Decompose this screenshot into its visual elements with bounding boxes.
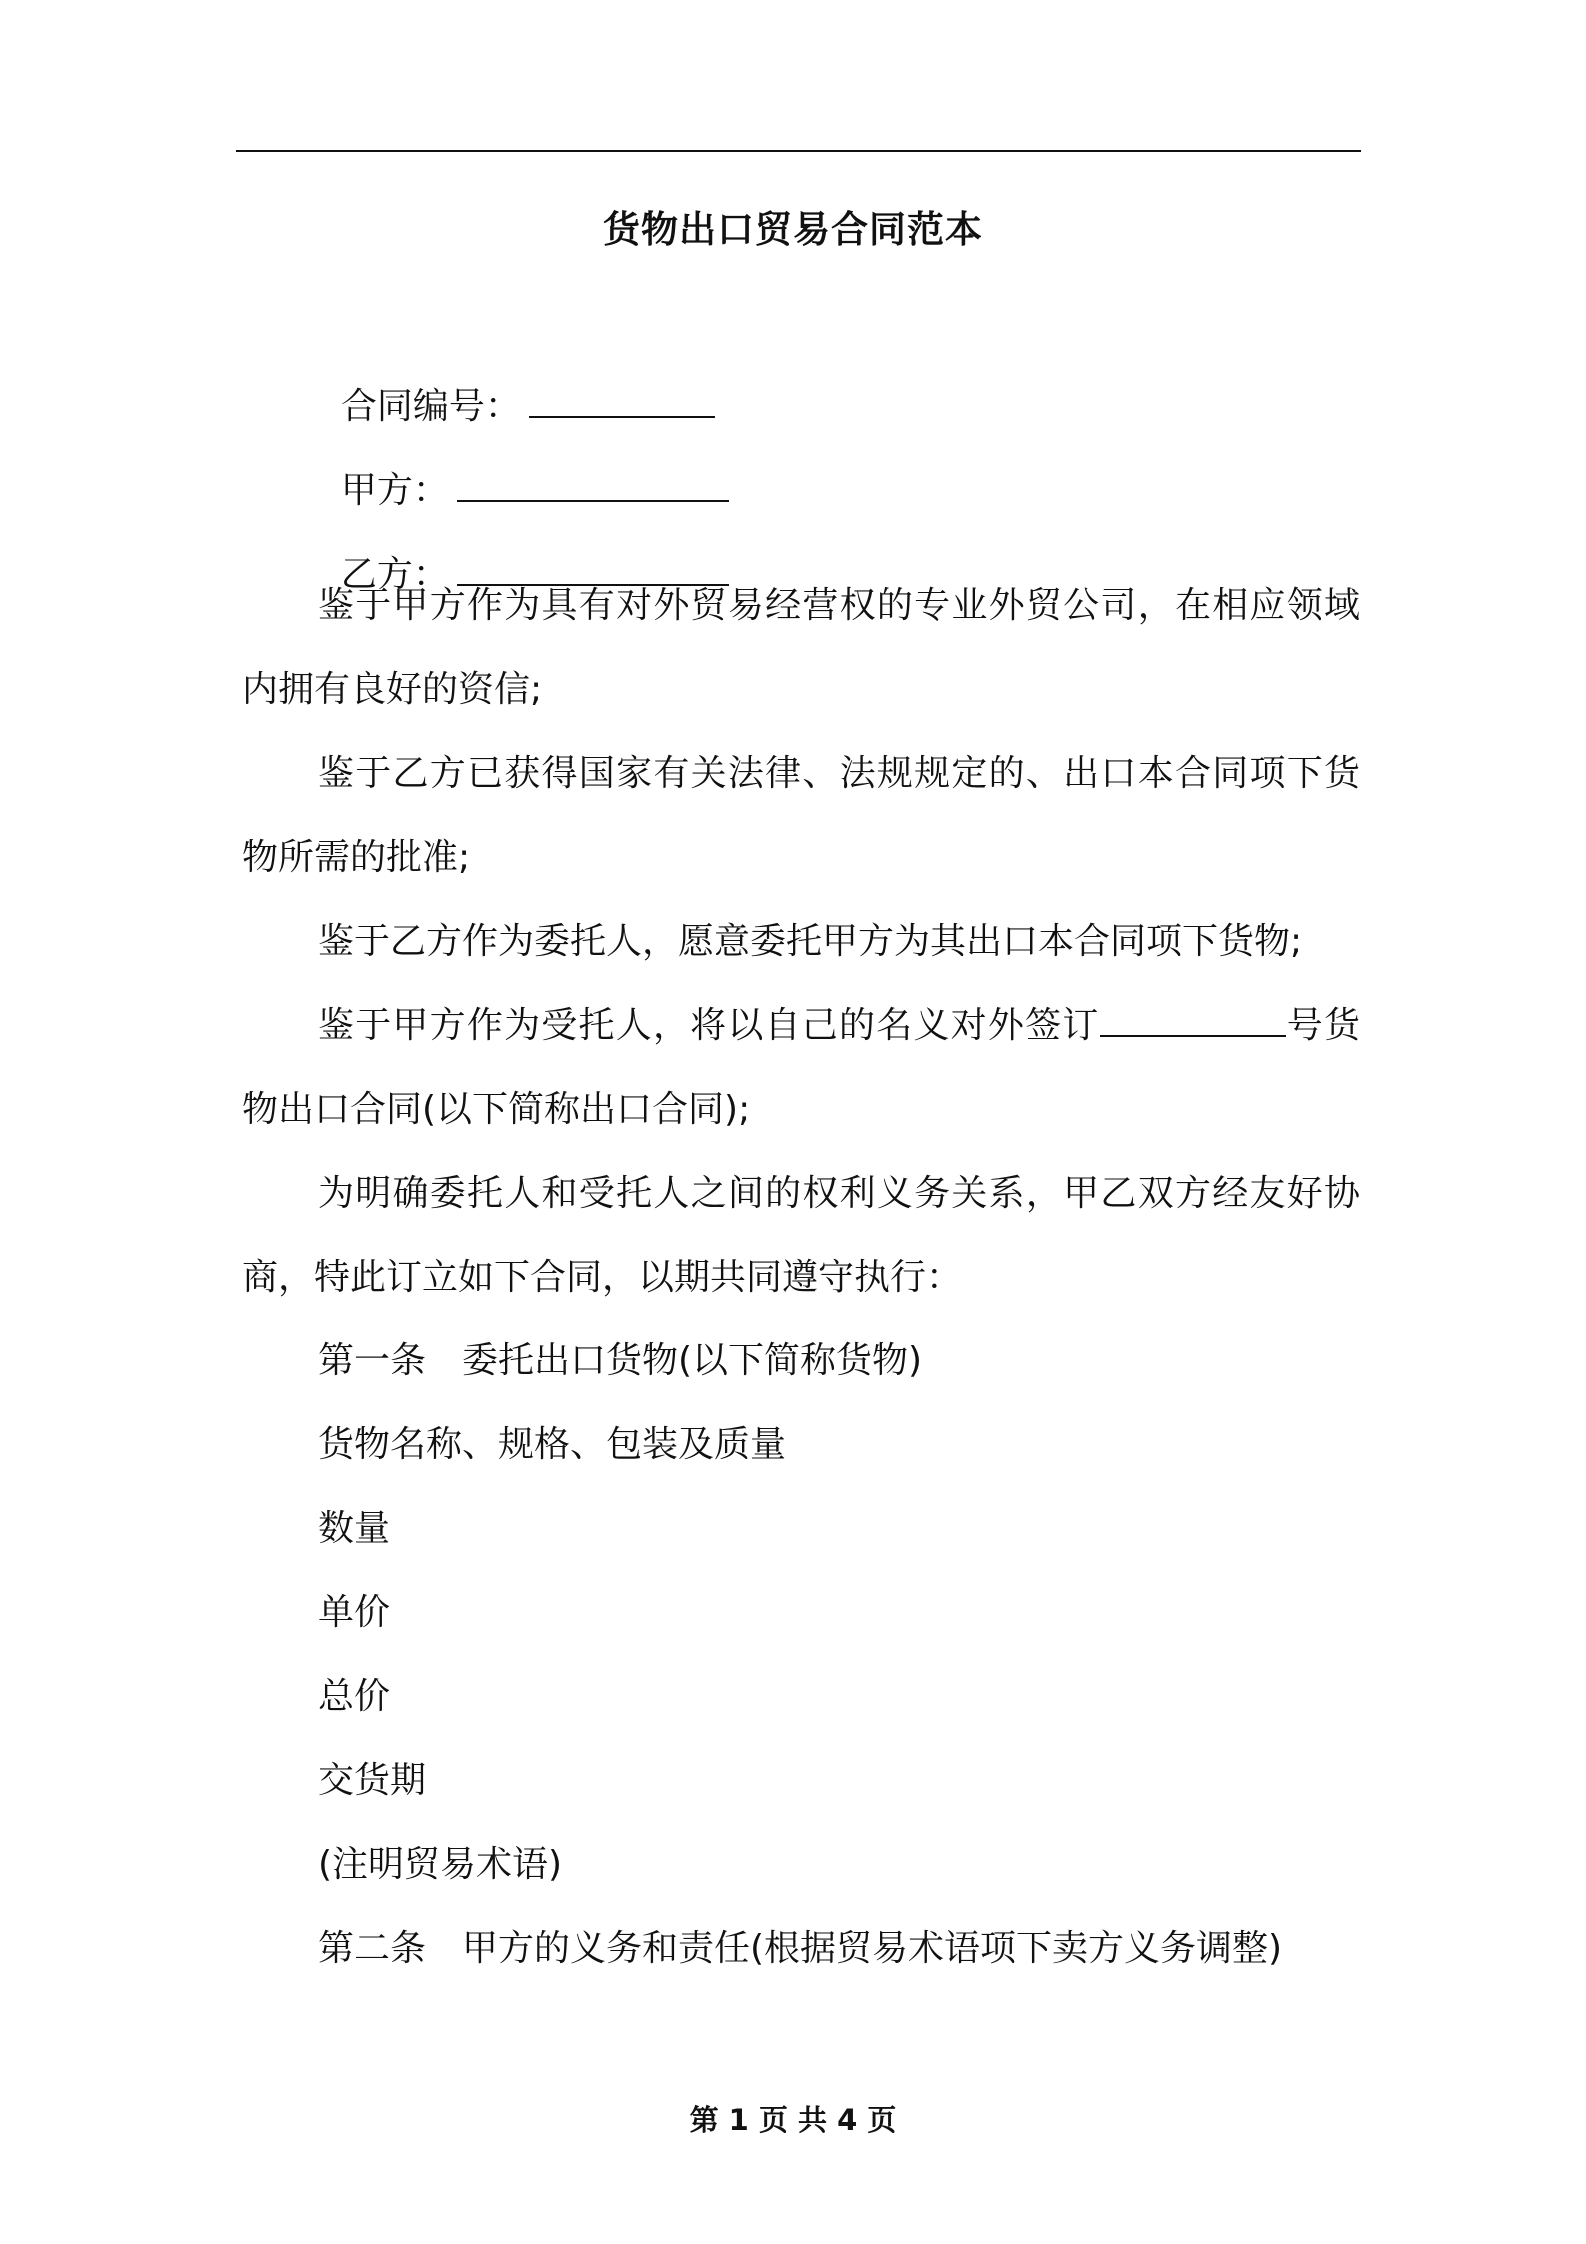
recital-paragraph-1: 鉴于甲方作为具有对外贸易经营权的专业外贸公司，在相应领域内拥有良好的资信; <box>242 585 1360 710</box>
recital-4-text-before: 鉴于甲方作为受托人，将以自己的名义对外签订 <box>318 1005 1100 1046</box>
article-1-item: 单价 <box>318 1592 391 1633</box>
article-1-item: 数量 <box>318 1508 391 1549</box>
article-1-item: 交货期 <box>318 1760 427 1801</box>
contract-number-blank[interactable] <box>529 380 715 418</box>
party-b-label: 乙方： <box>340 554 449 595</box>
export-contract-number-blank[interactable] <box>1100 999 1286 1037</box>
party-a-label: 甲方： <box>340 470 449 511</box>
purpose-paragraph: 为明确委托人和受托人之间的权利义务关系，甲乙双方经友好协商，特此订立如下合同，以期共同遵守执行： <box>242 1173 1360 1298</box>
recital-4-text-after: 号货物出口合同(以下简称出口合同); <box>242 1005 1360 1130</box>
party-a-blank[interactable] <box>457 464 729 502</box>
recital-paragraph-4 <box>242 984 1360 1152</box>
article-1-item: 总价 <box>318 1676 391 1717</box>
header-rule <box>236 150 1361 152</box>
recital-paragraph-3: 鉴于乙方作为委托人，愿意委托甲方为其出口本合同项下货物; <box>318 921 1303 962</box>
article-1-item: (注明贸易术语) <box>318 1844 563 1885</box>
page-number: 第 1 页 共 4 页 <box>689 2103 897 2137</box>
contract-number-label: 合同编号： <box>340 386 521 427</box>
recital-paragraph-2: 鉴于乙方已获得国家有关法律、法规规定的、出口本合同项下货物所需的批准; <box>242 753 1360 878</box>
article-2-heading: 第二条 甲方的义务和责任(根据贸易术语项下卖方义务调整) <box>318 1928 1283 1969</box>
article-1-heading: 第一条 委托出口货物(以下简称货物) <box>318 1340 923 1381</box>
article-1-item: 货物名称、规格、包装及质量 <box>318 1424 787 1465</box>
document-title: 货物出口贸易合同范本 <box>603 208 983 251</box>
